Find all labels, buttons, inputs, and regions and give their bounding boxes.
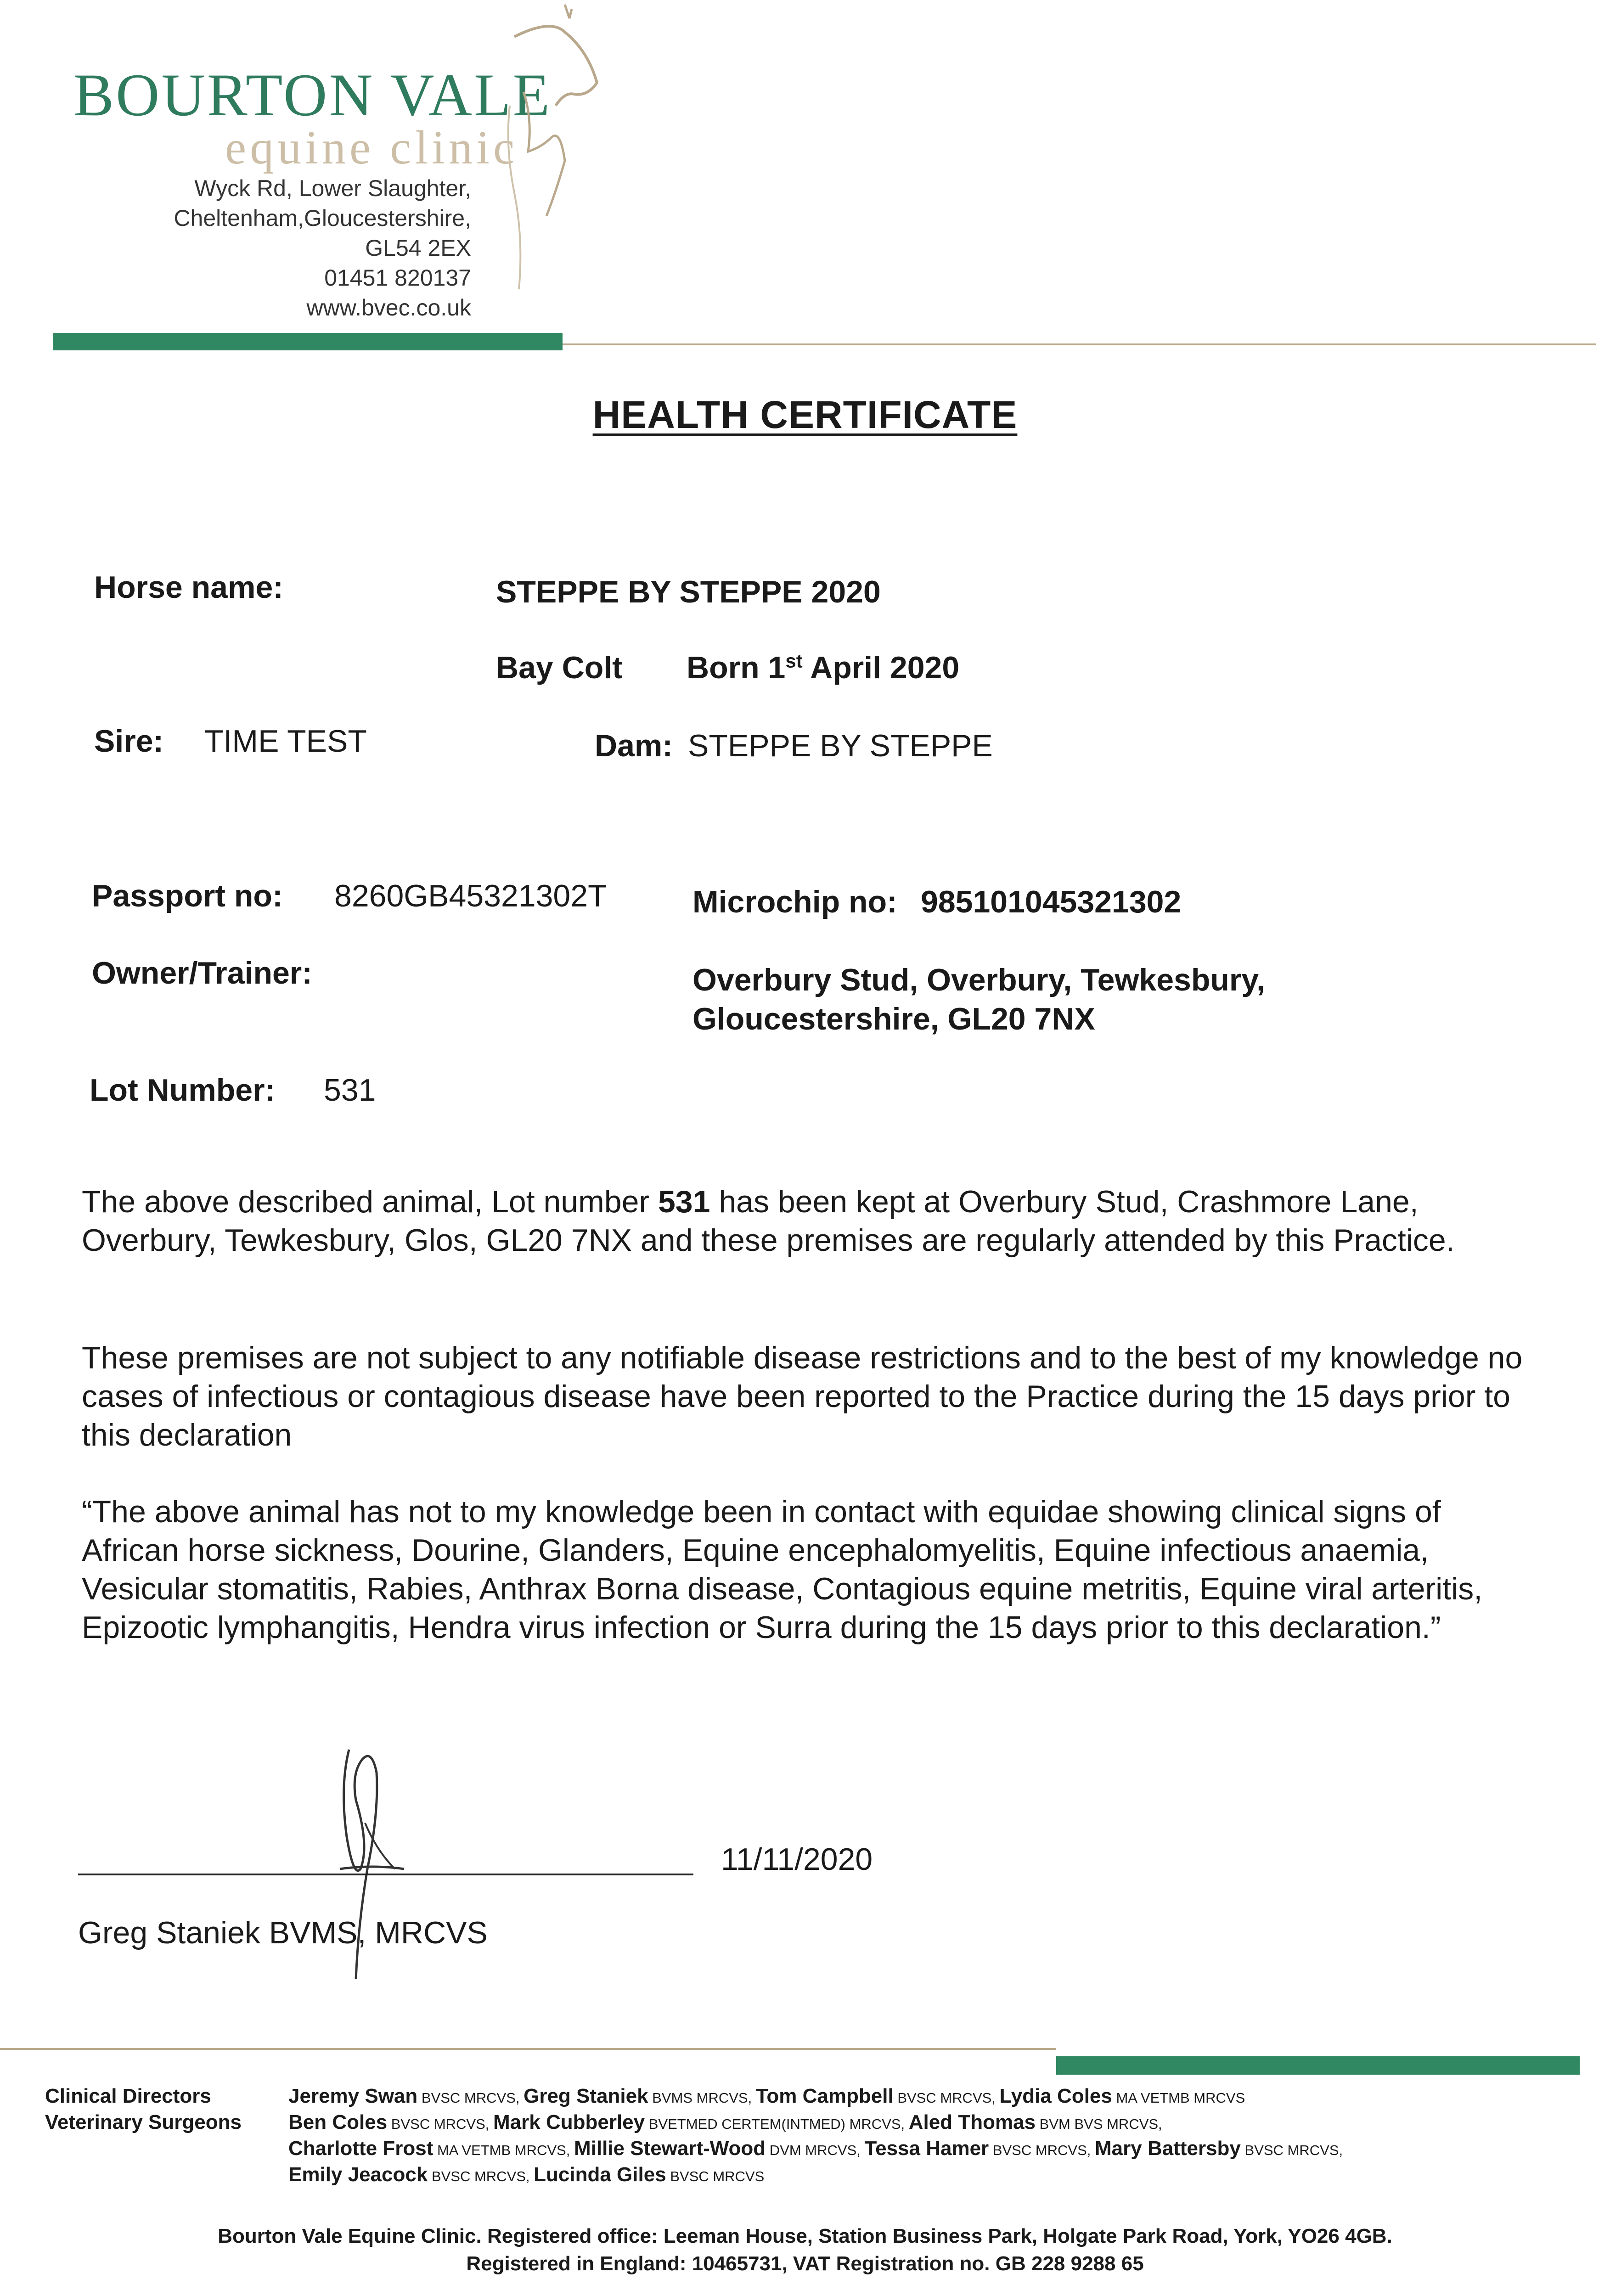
signer-name: Greg Staniek BVMS, MRCVS: [78, 1915, 488, 1950]
signature-date: 11/11/2020: [721, 1842, 873, 1877]
lot-number-label: Lot Number:: [90, 1073, 276, 1108]
declaration-paragraph-3: “The above animal has not to my knowledge been in contact with equidae showing clinical signs of African horse sickness, Dourine, Glanders, Equine encephalomyelitis, Equine infectious anaemia, Vesicular stomatitis, Rabies, Anthrax Borna disease, Contagious equine metritis, Equine viral arteritis, Epizootic lymphangitis, Hendra virus infection or Surra during the 15 days prior to this declaration.”: [82, 1494, 1483, 1645]
sire-value: TIME TEST: [204, 724, 367, 759]
registered-office-line: Bourton Vale Equine Clinic. Registered office: Leeman House, Station Business Park, Holgate Park Road, York, YO26 4GB.: [218, 2225, 1392, 2247]
horse-name-label: Horse name:: [94, 570, 283, 605]
owner-address-line2: Gloucestershire, GL20 7NX: [692, 1002, 1095, 1036]
owner-trainer-label: Owner/Trainer:: [92, 956, 312, 990]
staff-row-2: Ben Coles BVSC MRCVS, Mark Cubberley BVETMED CERTEM(INTMED) MRCVS, Aled Thomas BVM BVS MRCVS,: [288, 2111, 1162, 2133]
clinic-subtitle: equine clinic: [225, 121, 518, 174]
microchip-label: Microchip no:: [692, 884, 897, 919]
header-green-band: [53, 333, 563, 350]
clinical-directors-label: Clinical Directors: [45, 2085, 211, 2107]
owner-address-line1: Overbury Stud, Overbury, Tewkesbury,: [692, 962, 1266, 997]
clinic-address-line: Cheltenham,Gloucestershire,: [174, 205, 471, 231]
footer-green-band: [1056, 2056, 1580, 2075]
declaration-paragraph-1: The above described animal, Lot number 531 has been kept at Overbury Stud, Crashmore Lane, Overbury, Tewkesbury, Glos, GL20 7NX and these premises are regularly attended by this Practice.: [82, 1184, 1455, 1258]
veterinary-surgeons-label: Veterinary Surgeons: [45, 2111, 242, 2133]
dam-value: STEPPE BY STEPPE: [688, 728, 993, 763]
header-rule: [563, 343, 1596, 345]
passport-value: 8260GB45321302T: [334, 878, 607, 913]
clinic-name: BOURTON VALE: [73, 61, 552, 129]
staff-row-4: Emily Jeacock BVSC MRCVS, Lucinda Giles BVSC MRCVS: [288, 2163, 765, 2186]
certificate-title: HEALTH CERTIFICATE: [592, 393, 1018, 436]
staff-row-3: Charlotte Frost MA VETMB MRCVS, Millie Stewart-Wood DVM MRCVS, Tessa Hamer BVSC MRCVS, Mary Battersby BVSC MRCVS,: [288, 2137, 1343, 2160]
dam-label: Dam:: [595, 728, 673, 763]
clinic-postcode: GL54 2EX: [365, 235, 471, 261]
date-of-birth-value: Born 1st April 2020: [687, 650, 960, 685]
footer-rule: [0, 2048, 1056, 2050]
clinic-website: www.bvec.co.uk: [306, 295, 471, 321]
horse-name-value: STEPPE BY STEPPE 2020: [496, 574, 881, 609]
lot-number-value: 531: [324, 1073, 376, 1108]
colour-sex-value: Bay Colt: [496, 650, 623, 685]
company-registration-line: Registered in England: 10465731, VAT Registration no. GB 228 9288 65: [466, 2252, 1144, 2275]
signature-line: [78, 1874, 693, 1875]
clinic-phone: 01451 820137: [324, 265, 471, 291]
passport-label: Passport no:: [92, 878, 283, 913]
horse-head-logo-icon: [496, 0, 615, 294]
sire-label: Sire:: [94, 724, 164, 759]
clinic-address-line: Wyck Rd, Lower Slaughter,: [194, 175, 471, 201]
declaration-paragraph-2: These premises are not subject to any notifiable disease restrictions and to the best of my knowledge no cases of infectious or contagious disease have been reported to the Practice during the 15 days prior to this declaration: [82, 1340, 1523, 1452]
staff-row-1: Jeremy Swan BVSC MRCVS, Greg Staniek BVMS MRCVS, Tom Campbell BVSC MRCVS, Lydia Coles MA VETMB MRCVS: [288, 2085, 1245, 2107]
microchip-value: 985101045321302: [921, 884, 1182, 919]
